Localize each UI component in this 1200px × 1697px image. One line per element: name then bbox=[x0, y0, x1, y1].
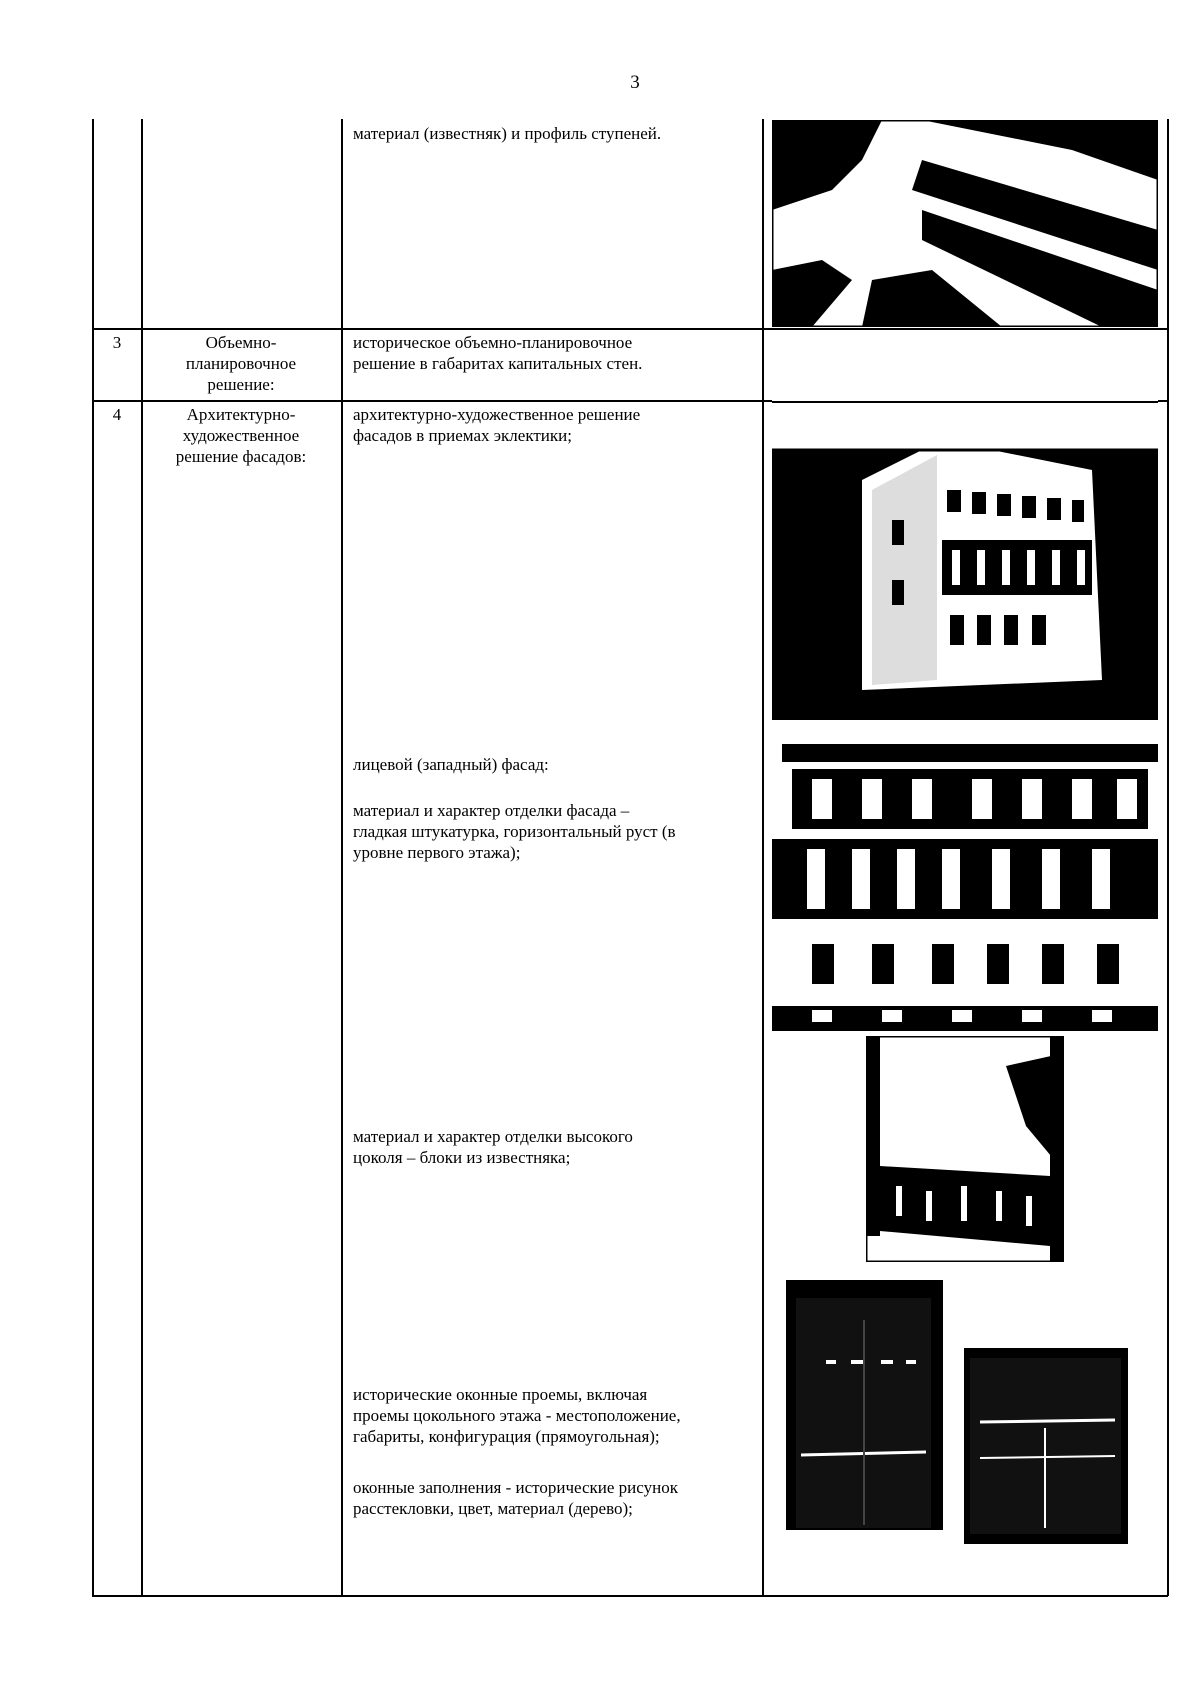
cell-description bbox=[353, 800, 763, 863]
description-line: расстекловки, цвет, материал (дерево); bbox=[353, 1499, 633, 1518]
cell-description bbox=[353, 1384, 763, 1447]
name-line: планировочное bbox=[185, 354, 297, 373]
table-column-divider-2 bbox=[341, 119, 343, 1596]
plinth-photo bbox=[866, 1036, 1064, 1262]
row-number: 3 bbox=[112, 333, 122, 352]
name-line: Объемно- bbox=[205, 333, 277, 352]
cell-description: лицевой (западный) фасад: bbox=[353, 755, 549, 774]
cell-description bbox=[353, 1477, 763, 1519]
row-number: 4 bbox=[112, 405, 122, 424]
description-line: материал и характер отделки высокого bbox=[353, 1127, 633, 1146]
row-divider-1 bbox=[92, 328, 1168, 330]
cell-description bbox=[353, 404, 763, 446]
description-line: уровне первого этажа); bbox=[353, 843, 521, 862]
description-line: проемы цокольного этажа - местоположение, bbox=[353, 1406, 681, 1425]
description-line: архитектурно-художественное решение bbox=[353, 405, 641, 424]
name-line: решение фасадов: bbox=[175, 447, 307, 466]
cell-description: материал (известняк) и профиль ступеней. bbox=[353, 124, 662, 143]
table-border-right bbox=[1167, 119, 1169, 1596]
name-line: Архитектурно- bbox=[186, 405, 296, 424]
cell-description bbox=[353, 332, 763, 374]
description-line: материал и характер отделки фасада – bbox=[353, 801, 630, 820]
description-line: исторические оконные проемы, включая bbox=[353, 1385, 648, 1404]
description-line: историческое объемно-планировочное bbox=[353, 333, 633, 352]
west-facade-photo bbox=[772, 744, 1158, 1031]
cell-description bbox=[353, 1126, 763, 1168]
description-line: оконные заполнения - исторические рисунок bbox=[353, 1478, 678, 1497]
name-line: художественное bbox=[182, 426, 300, 445]
page-number: 3 bbox=[630, 72, 640, 93]
description-line: решение в габаритах капитальных стен. bbox=[353, 354, 643, 373]
cell-name bbox=[142, 404, 340, 467]
window-photo-right bbox=[950, 1348, 1141, 1544]
description-line: габариты, конфигурация (прямоугольная); bbox=[353, 1427, 660, 1446]
steps-photo bbox=[772, 120, 1158, 327]
cell-name bbox=[142, 332, 340, 395]
table-border-bottom bbox=[92, 1595, 1168, 1597]
building-corner-photo bbox=[772, 400, 1158, 720]
name-line: решение: bbox=[207, 375, 275, 394]
window-photo-left bbox=[786, 1280, 943, 1544]
description-line: цоколя – блоки из известняка; bbox=[353, 1148, 571, 1167]
description-line: фасадов в приемах эклектики; bbox=[353, 426, 572, 445]
description-line: гладкая штукатурка, горизонтальный руст (в bbox=[353, 822, 676, 841]
